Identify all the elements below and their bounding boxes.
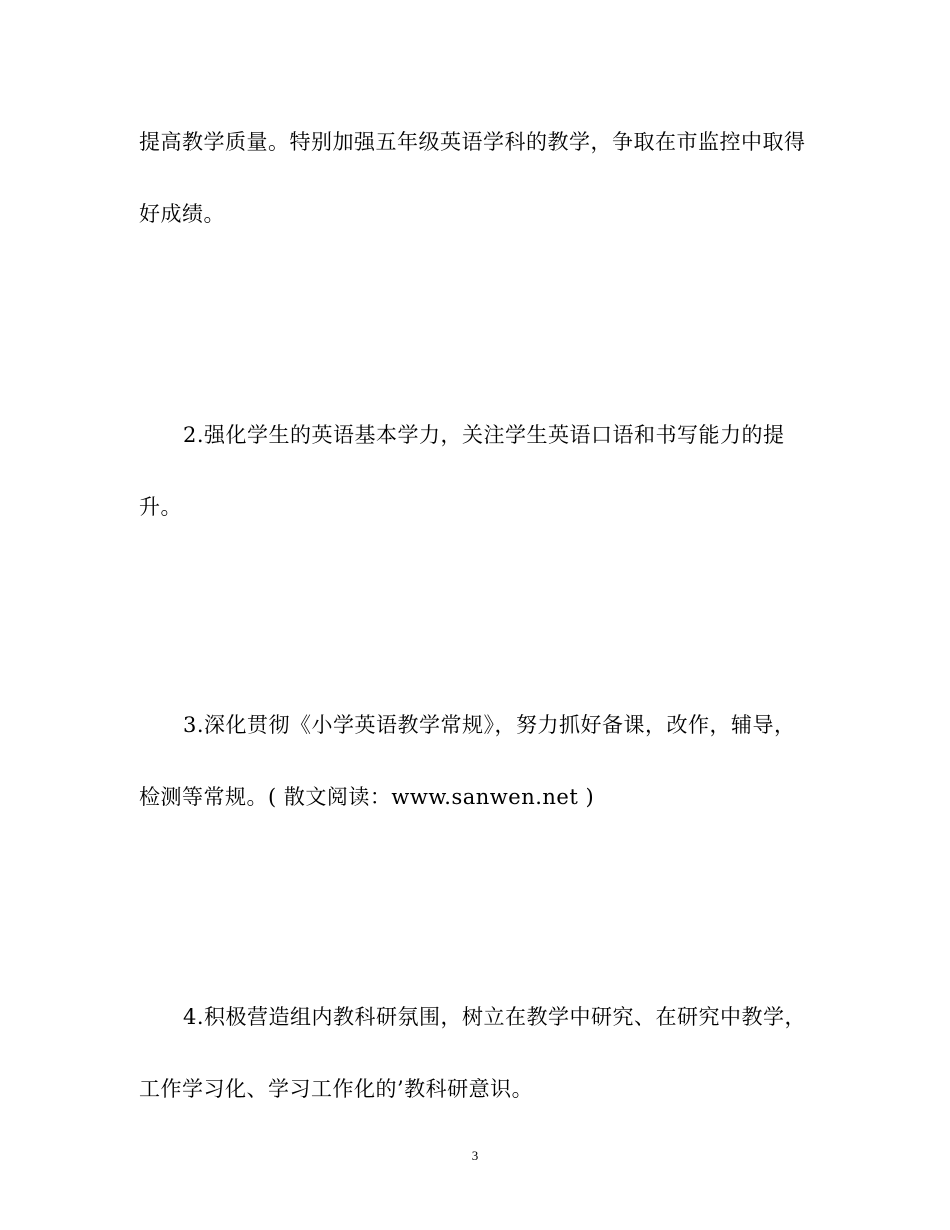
paragraph-1-line-2: 好成绩。 [139,202,225,226]
paragraph-2-line-1: 2.强化学生的英语基本学力，关注学生英语口语和书写能力的提 [183,423,785,447]
page-number: 3 [471,1148,479,1163]
paragraph-4-line-1: 4.积极营造组内教科研氛围，树立在教学中研究、在研究中教学， [183,1005,807,1029]
paragraph-4-line-2: 工作学习化、学习工作化的’教科研意识。 [139,1077,534,1101]
paragraph-3-line-1: 3.深化贯彻《小学英语教学常规》，努力抓好备课，改作，辅导， [183,713,796,737]
paragraph-1-line-1: 提高教学质量。特别加强五年级英语学科的教学，争取在市监控中取得 [139,130,806,154]
paragraph-2-line-2: 升。 [139,495,182,519]
paragraph-3-line-2: 检测等常规。( 散文阅读：www.sanwen.net ) [139,785,595,809]
